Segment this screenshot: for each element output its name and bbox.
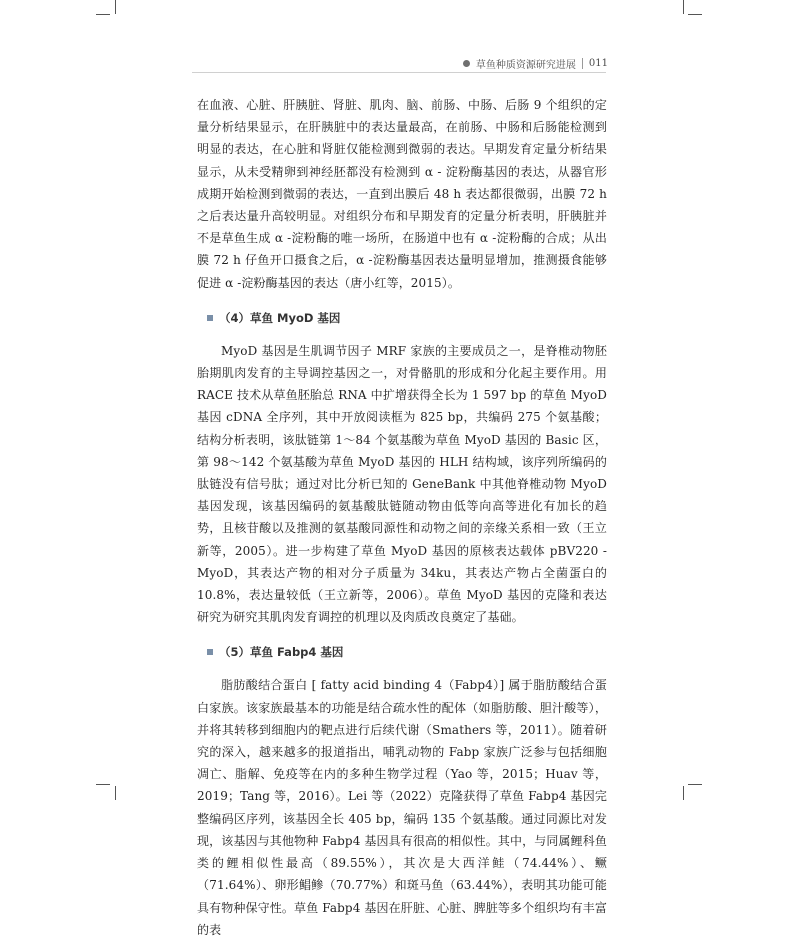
- header-title: 草鱼种质资源研究进展: [475, 60, 576, 71]
- section-heading-myod: [207, 310, 607, 326]
- paragraph-alpha-amylase: 在血液、心脏、肝胰脏、肾脏、肌肉、脑、前肠、中肠、后肠 9 个组织的定量分析结果显示，在肝胰脏中的表达量最高，在前肠、中肠和后肠能检测到明显的表达，在心脏和肾脏仅能检测到微弱的表达。早期发育定量分析结果显示，从未受精卵到神经胚都没有检测到 α - 淀粉酶基因的表达，从器官形成期开始检测到微弱的表达，一直到出膜后 48 h 表达都很微弱，出膜 72 h 之后表达量升高较明显。对组织分布和早期发育的定量分析表明，肝胰脏并不是草鱼生成 α -淀粉酶的唯一场所，在肠道中也有 α -淀粉酶的合成；从出膜 72 h 仔鱼开口摄食之后，α -淀粉酶基因表达量明显增加，推测摄食能够促进 α -淀粉酶基因的表达（唐小红等，2015）。: [197, 98, 607, 290]
- paragraph-fabp4: 脂肪酸结合蛋白 [ fatty acid binding 4（Fabp4）] 属于脂肪酸结合蛋白家族。该家族最基本的功能是结合疏水性的配体（如脂肪酸、胆汁酸等），并将其转移到细胞内的靶点进行后续代谢（Smathers 等，2011）。随着研究的深入，越来越多的报道指出，哺乳动物的 Fabp 家族广泛参与包括细胞凋亡、脂解、免疫等在内的多种生物学过程（Yao 等，2015；Huav 等，2019；Tang 等，2016）。Lei 等（2022）克隆获得了草鱼 Fabp4 基因完整编码区序列，该基因全长 405 bp，编码 135 个氨基酸。通过同源比对发现，该基因与其他物种 Fabp4 基因具有很高的相似性。其中，与同属鲤科鱼类的鲤相似性最高（89.55%），其次是大西洋鲑（74.44%）、鳜（71.64%）、卵形鲳鲹（70.77%）和斑马鱼（63.44%），表明其功能可能具有物种保守性。草鱼 Fabp4 基因在肝脏、心脏、脾脏等多个组织均有丰富的表: [197, 678, 607, 937]
- crop-mark-top-right-horizontal: [688, 14, 702, 15]
- paragraph-myod: MyoD 基因是生肌调节因子 MRF 家族的主要成员之一，是脊椎动物胚胎期肌肉发育的主导调控基因之一，对骨骼肌的形成和分化起主要作用。用 RACE 技术从草鱼胚胎总 RNA 中扩增获得全长为 1 597 bp 的草鱼 MyoD 基因 cDNA 全序列，其中开放阅读框为 825 bp，共编码 275 个氨基酸；结构分析表明，该肽链第 1～84 个氨基酸为草鱼 MyoD 基因的 Basic 区，第 98～142 个氨基酸为草鱼 MyoD 基因的 HLH 结构域，该序列所编码的肽链没有信号肽；通过对比分析已知的 GeneBank 中其他脊椎动物 MyoD 基因发现，该基因编码的氨基酸肽链随动物由低等向高等进化有加长的趋势，且核苷酸以及推测的氨基酸同源性和动物之间的亲缘关系相一致（王立新等，2005）。进一步构建了草鱼 MyoD 基因的原核表达载体 pBV220 - MyoD，其表达产物的相对分子质量为 34ku，其表达产物占全菌蛋白的 10.8%，表达量较低（王立新等，2006）。草鱼 MyoD 基因的克隆和表达研究为研究其肌肉发育调控的机理以及肉质改良奠定了基础。: [197, 343, 607, 625]
- section-title-myod: （4）草鱼 MyoD 基因: [219, 310, 341, 325]
- crop-mark-bottom-right-vertical: [683, 786, 684, 800]
- circle-bullet-icon: [463, 60, 470, 67]
- crop-mark-top-left-horizontal: [96, 14, 110, 15]
- page-body: [197, 94, 607, 941]
- crop-mark-bottom-left-vertical: [115, 786, 116, 800]
- crop-mark-top-left-vertical: [115, 0, 116, 14]
- running-header: [463, 56, 608, 71]
- header-divider: [582, 58, 583, 69]
- section-heading-fabp4: [207, 644, 607, 660]
- section-title-fabp4: （5）草鱼 Fabp4 基因: [219, 645, 344, 660]
- crop-mark-bottom-left-horizontal: [96, 784, 110, 785]
- header-rule: [192, 72, 606, 73]
- square-bullet-icon: [207, 315, 213, 321]
- square-bullet-icon: [207, 649, 213, 655]
- page-number: 011: [588, 58, 608, 69]
- crop-mark-top-right-vertical: [683, 0, 684, 14]
- crop-mark-bottom-right-horizontal: [688, 784, 702, 785]
